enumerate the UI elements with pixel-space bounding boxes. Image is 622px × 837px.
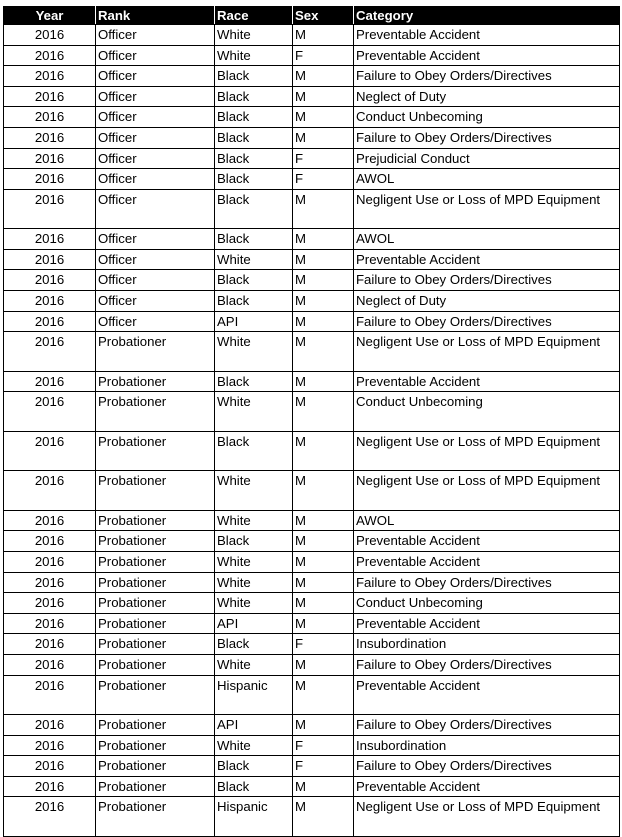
cell-rank: Probationer [96, 634, 215, 655]
table-row [4, 471, 620, 511]
cell-year: 2016 [4, 311, 96, 332]
cell-sex: F [293, 634, 354, 655]
cell-year: 2016 [4, 66, 96, 87]
table-row [4, 735, 620, 756]
table-row [4, 107, 620, 128]
cell-sex: F [293, 756, 354, 777]
cell-rank: Probationer [96, 431, 215, 471]
cell-year: 2016 [4, 25, 96, 46]
cell-category: Failure to Obey Orders/Directives [354, 572, 620, 593]
table-row [4, 127, 620, 148]
cell-race: Black [215, 776, 293, 797]
cell-sex: M [293, 25, 354, 46]
cell-sex: M [293, 107, 354, 128]
cell-category: Failure to Obey Orders/Directives [354, 66, 620, 87]
cell-category: Negligent Use or Loss of MPD Equipment [354, 797, 620, 837]
cell-category: Negligent Use or Loss of MPD Equipment [354, 332, 620, 372]
cell-category: Preventable Accident [354, 675, 620, 715]
cell-race: Black [215, 127, 293, 148]
cell-year: 2016 [4, 510, 96, 531]
cell-category: Conduct Unbecoming [354, 107, 620, 128]
cell-category: Preventable Accident [354, 613, 620, 634]
cell-sex: F [293, 735, 354, 756]
cell-rank: Officer [96, 311, 215, 332]
cell-category: Negligent Use or Loss of MPD Equipment [354, 471, 620, 511]
cell-rank: Officer [96, 229, 215, 250]
cell-race: Black [215, 431, 293, 471]
cell-sex: M [293, 86, 354, 107]
cell-year: 2016 [4, 776, 96, 797]
header-row [4, 7, 620, 25]
cell-year: 2016 [4, 229, 96, 250]
cell-year: 2016 [4, 371, 96, 392]
cell-race: White [215, 25, 293, 46]
cell-category: Failure to Obey Orders/Directives [354, 756, 620, 777]
cell-rank: Probationer [96, 471, 215, 511]
cell-race: White [215, 510, 293, 531]
cell-year: 2016 [4, 613, 96, 634]
cell-category: AWOL [354, 229, 620, 250]
cell-rank: Officer [96, 66, 215, 87]
cell-race: Hispanic [215, 797, 293, 837]
cell-category: Conduct Unbecoming [354, 392, 620, 432]
cell-category: Preventable Accident [354, 531, 620, 552]
table-row [4, 613, 620, 634]
cell-category: AWOL [354, 510, 620, 531]
cell-rank: Officer [96, 45, 215, 66]
cell-sex: M [293, 776, 354, 797]
cell-category: Preventable Accident [354, 249, 620, 270]
cell-sex: M [293, 371, 354, 392]
cell-year: 2016 [4, 756, 96, 777]
cell-category: Negligent Use or Loss of MPD Equipment [354, 431, 620, 471]
header-rank: Rank [96, 7, 215, 25]
cell-rank: Probationer [96, 510, 215, 531]
table-row [4, 675, 620, 715]
cell-race: Black [215, 371, 293, 392]
cell-category: Failure to Obey Orders/Directives [354, 270, 620, 291]
cell-category: Insubordination [354, 735, 620, 756]
cell-category: Failure to Obey Orders/Directives [354, 311, 620, 332]
cell-rank: Officer [96, 86, 215, 107]
cell-sex: M [293, 675, 354, 715]
cell-year: 2016 [4, 169, 96, 190]
cell-rank: Probationer [96, 735, 215, 756]
cell-rank: Officer [96, 25, 215, 46]
table-row [4, 654, 620, 675]
cell-year: 2016 [4, 270, 96, 291]
cell-race: Black [215, 291, 293, 312]
cell-category: Preventable Accident [354, 552, 620, 573]
cell-race: White [215, 593, 293, 614]
cell-category: Preventable Accident [354, 25, 620, 46]
cell-sex: M [293, 531, 354, 552]
table-row [4, 392, 620, 432]
table-row [4, 756, 620, 777]
cell-year: 2016 [4, 249, 96, 270]
cell-year: 2016 [4, 735, 96, 756]
table-row [4, 634, 620, 655]
cell-year: 2016 [4, 593, 96, 614]
cell-race: Hispanic [215, 675, 293, 715]
cell-rank: Probationer [96, 715, 215, 736]
cell-year: 2016 [4, 86, 96, 107]
cell-sex: M [293, 471, 354, 511]
cell-year: 2016 [4, 332, 96, 372]
cell-year: 2016 [4, 45, 96, 66]
cell-rank: Probationer [96, 797, 215, 837]
cell-race: Black [215, 66, 293, 87]
cell-year: 2016 [4, 634, 96, 655]
cell-year: 2016 [4, 431, 96, 471]
table-row [4, 593, 620, 614]
discipline-table [3, 6, 620, 837]
cell-category: Failure to Obey Orders/Directives [354, 127, 620, 148]
table-row [4, 797, 620, 837]
table-row [4, 25, 620, 46]
cell-race: White [215, 654, 293, 675]
table-row [4, 715, 620, 736]
cell-sex: M [293, 229, 354, 250]
header-category: Category [354, 7, 620, 25]
table-row [4, 431, 620, 471]
table-row [4, 249, 620, 270]
header-sex: Sex [293, 7, 354, 25]
table-row [4, 229, 620, 250]
cell-rank: Probationer [96, 371, 215, 392]
cell-sex: M [293, 572, 354, 593]
table-row [4, 510, 620, 531]
cell-category: Negligent Use or Loss of MPD Equipment [354, 189, 620, 229]
cell-category: Failure to Obey Orders/Directives [354, 715, 620, 736]
table-row [4, 86, 620, 107]
header-race: Race [215, 7, 293, 25]
cell-rank: Officer [96, 249, 215, 270]
cell-sex: M [293, 392, 354, 432]
cell-rank: Probationer [96, 756, 215, 777]
cell-category: Failure to Obey Orders/Directives [354, 654, 620, 675]
table-row [4, 148, 620, 169]
cell-year: 2016 [4, 572, 96, 593]
table-row [4, 45, 620, 66]
cell-sex: F [293, 169, 354, 190]
cell-year: 2016 [4, 715, 96, 736]
table-row [4, 291, 620, 312]
cell-year: 2016 [4, 291, 96, 312]
cell-year: 2016 [4, 675, 96, 715]
cell-race: API [215, 311, 293, 332]
table-row [4, 189, 620, 229]
cell-sex: M [293, 270, 354, 291]
cell-rank: Officer [96, 291, 215, 312]
table-row [4, 169, 620, 190]
cell-race: Black [215, 189, 293, 229]
cell-sex: M [293, 593, 354, 614]
table-row [4, 552, 620, 573]
cell-sex: M [293, 66, 354, 87]
cell-rank: Probationer [96, 531, 215, 552]
cell-race: API [215, 613, 293, 634]
cell-rank: Probationer [96, 613, 215, 634]
cell-year: 2016 [4, 471, 96, 511]
cell-category: Preventable Accident [354, 371, 620, 392]
cell-sex: M [293, 127, 354, 148]
cell-rank: Probationer [96, 776, 215, 797]
cell-sex: M [293, 510, 354, 531]
cell-year: 2016 [4, 148, 96, 169]
cell-rank: Probationer [96, 593, 215, 614]
cell-sex: M [293, 311, 354, 332]
cell-rank: Officer [96, 148, 215, 169]
cell-sex: M [293, 613, 354, 634]
cell-category: Preventable Accident [354, 776, 620, 797]
cell-category: Neglect of Duty [354, 291, 620, 312]
cell-sex: M [293, 654, 354, 675]
table-row [4, 270, 620, 291]
cell-year: 2016 [4, 797, 96, 837]
cell-race: White [215, 471, 293, 511]
cell-sex: F [293, 45, 354, 66]
table-row [4, 572, 620, 593]
cell-race: API [215, 715, 293, 736]
cell-rank: Probationer [96, 552, 215, 573]
cell-category: Neglect of Duty [354, 86, 620, 107]
cell-sex: M [293, 797, 354, 837]
cell-sex: M [293, 715, 354, 736]
cell-race: Black [215, 148, 293, 169]
cell-race: Black [215, 634, 293, 655]
table-row [4, 311, 620, 332]
cell-race: Black [215, 169, 293, 190]
cell-sex: F [293, 148, 354, 169]
cell-race: Black [215, 531, 293, 552]
table-row [4, 776, 620, 797]
cell-category: Prejudicial Conduct [354, 148, 620, 169]
cell-race: White [215, 572, 293, 593]
cell-race: White [215, 552, 293, 573]
cell-rank: Probationer [96, 654, 215, 675]
cell-race: White [215, 392, 293, 432]
cell-rank: Officer [96, 169, 215, 190]
cell-year: 2016 [4, 392, 96, 432]
cell-rank: Probationer [96, 572, 215, 593]
cell-sex: M [293, 189, 354, 229]
cell-sex: M [293, 332, 354, 372]
cell-year: 2016 [4, 107, 96, 128]
table-row [4, 371, 620, 392]
cell-rank: Officer [96, 127, 215, 148]
cell-rank: Probationer [96, 332, 215, 372]
cell-category: AWOL [354, 169, 620, 190]
cell-sex: M [293, 552, 354, 573]
cell-race: Black [215, 270, 293, 291]
cell-year: 2016 [4, 127, 96, 148]
cell-category: Insubordination [354, 634, 620, 655]
cell-race: Black [215, 86, 293, 107]
cell-rank: Officer [96, 189, 215, 229]
cell-year: 2016 [4, 654, 96, 675]
cell-race: Black [215, 756, 293, 777]
cell-rank: Officer [96, 107, 215, 128]
table-row [4, 66, 620, 87]
cell-year: 2016 [4, 531, 96, 552]
cell-rank: Probationer [96, 675, 215, 715]
cell-race: Black [215, 107, 293, 128]
table-row [4, 332, 620, 372]
cell-race: White [215, 45, 293, 66]
cell-category: Conduct Unbecoming [354, 593, 620, 614]
cell-race: White [215, 735, 293, 756]
cell-sex: M [293, 431, 354, 471]
header-year: Year [4, 7, 96, 25]
cell-race: White [215, 332, 293, 372]
table-row [4, 531, 620, 552]
cell-category: Preventable Accident [354, 45, 620, 66]
cell-year: 2016 [4, 552, 96, 573]
cell-rank: Officer [96, 270, 215, 291]
cell-rank: Probationer [96, 392, 215, 432]
cell-sex: M [293, 249, 354, 270]
cell-race: White [215, 249, 293, 270]
cell-year: 2016 [4, 189, 96, 229]
cell-sex: M [293, 291, 354, 312]
cell-race: Black [215, 229, 293, 250]
